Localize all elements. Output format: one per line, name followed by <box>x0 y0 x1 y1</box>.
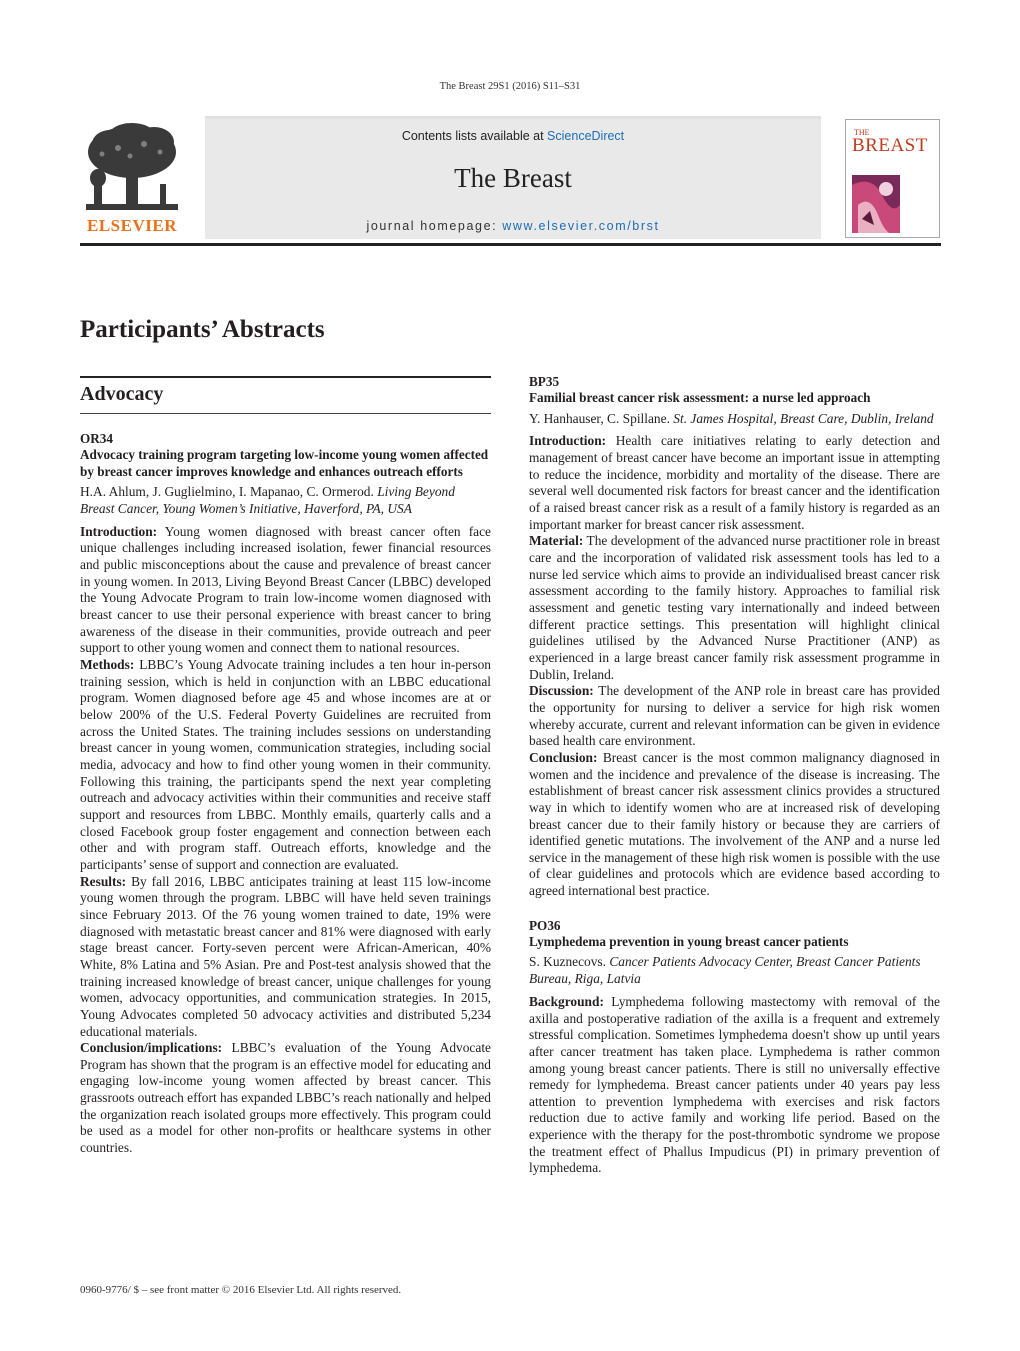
abstract-spacer <box>529 900 940 917</box>
right-column <box>529 373 940 1177</box>
journal-info-box <box>205 116 821 239</box>
abstract-or34 <box>80 430 491 1157</box>
homepage-line <box>205 219 821 233</box>
cover-title-big: BREAST <box>852 135 928 156</box>
author-affiliation: Living Beyond Breast Cancer, Young Women’s Initiative, Haverford, PA, USA <box>80 484 455 517</box>
abstract-paragraph <box>529 683 940 750</box>
homepage-link[interactable]: www.elsevier.com/brst <box>502 219 660 233</box>
abstract-body <box>80 524 491 1157</box>
abstract-paragraph <box>80 1040 491 1157</box>
paragraph-heading: Material: <box>529 533 584 549</box>
section-rule-top <box>80 376 491 378</box>
abstract-paragraph <box>529 533 940 683</box>
paragraph-text: LBBC’s Young Advocate training includes a ten hour in-person training session, which is held in conjunction with an LBBC educational program. Women diagnosed before age 45 and whose incomes are at or below 200% of the U.S. Federal Poverty Guidelines are recruited from across the United States. The training includes sessions on understanding breast cancer in young women, communication strategies, including social media, advocacy and how to find other young women in their community. Following this training, the participants spend the next year completing outreach and advocacy activities within their communities and receive staff support and resources from LBBC. Monthly emails, quarterly calls and a closed Facebook group foster engagement and connection between each other and with program staff. Outreach efforts, knowledge and the participants’ sense of support and connection are evaluated. <box>80 657 491 872</box>
journal-title: The Breast <box>454 163 572 193</box>
tree-icon <box>80 122 184 218</box>
journal-cover <box>845 119 940 238</box>
paragraph-heading: Background: <box>529 993 604 1009</box>
author-names: Y. Hanhauser, C. Spillane. <box>529 410 670 426</box>
paragraph-heading: Conclusion: <box>529 749 598 765</box>
abstract-authors <box>80 484 491 517</box>
paragraph-text: LBBC’s evaluation of the Young Advocate Program has shown that the program is an effective model for educating and engaging low-income young women affected by breast cancer. This grassroots outreach effort has expanded LBBC’s reach nationally and helped the organization reach isolated groups more effectively. This program could be used as a model for other non-profits or healthcare systems in other countries. <box>80 1040 491 1156</box>
journal-citation: The Breast 29S1 (2016) S11–S31 <box>439 81 581 92</box>
contents-prefix: Contents lists available at <box>401 129 548 143</box>
abstract-code: OR34 <box>80 431 113 446</box>
sciencedirect-link[interactable]: ScienceDirect <box>547 129 625 143</box>
abstract-po36 <box>529 917 940 1177</box>
paragraph-text: The development of the ANP role in breast care has provided the opportunity for nursing to deliver a service for high risk women whereby accurate, current and relevant information can be given in evidence based health care environment. <box>529 683 940 749</box>
contents-line <box>205 129 821 143</box>
publisher-name: ELSEVIER <box>87 216 177 235</box>
author-names: H.A. Ahlum, J. Guglielmino, I. Mapanao, C. Ormerod. <box>80 484 374 500</box>
paragraph-heading: Results: <box>80 873 127 889</box>
paragraph-text: The development of the advanced nurse practitioner role in breast care and the incorporation of validated risk assessment tools has led to a nurse led service which aims to provide an individualised breast cancer risk assessment according to the family history. Approaches to familial risk assessment and genetic testing vary internationally and indeed between different practice settings. This presentation will highlight clinical guidelines utilised by the Advanced Nurse Practitioner (ANP) as experienced in a large breast cancer family risk assessment programme in Dublin, Ireland. <box>529 533 941 682</box>
abstract-paragraph <box>80 524 491 657</box>
abstract-bp35 <box>529 373 940 900</box>
abstract-code: PO36 <box>529 917 561 933</box>
cover-title-small: THE <box>854 128 870 137</box>
author-affiliation: St. James Hospital, Breast Care, Dublin, Ireland <box>673 410 934 426</box>
abstract-body <box>529 433 940 899</box>
left-column <box>80 376 491 1157</box>
paragraph-heading: Introduction: <box>529 433 607 449</box>
section-rule-bottom <box>80 413 491 414</box>
paragraph-heading: Conclusion/implications: <box>80 1040 223 1056</box>
abstract-title: Lymphedema prevention in young breast cancer patients <box>529 933 849 949</box>
paragraph-heading: Introduction: <box>80 523 158 539</box>
paragraph-heading: Methods: <box>80 657 135 673</box>
cover-artwork-icon <box>852 175 900 233</box>
abstract-title: Familial breast cancer risk assessment: a nurse led approach <box>529 390 871 405</box>
abstract-paragraph <box>529 994 940 1177</box>
abstract-paragraph <box>80 874 491 1041</box>
abstract-paragraph <box>529 433 940 533</box>
paragraph-text: By fall 2016, LBBC anticipates training at least 115 low-income young women through the program. LBBC will have held seven trainings since February 2013. Of the 76 young women trained to date, 19% were diagnosed with metastatic breast cancer and 81% were diagnosed with early stage breast cancer. Forty-seven percent were African-American, 40% White, 8% Latina and 5% Asian. Pre and Post-test analysis showed that the training increased knowledge of breast cancer, unique challenges for young women, advocacy opportunities, and communication strategies. In 2015, Young Advocates completed 50 advocacy activities and distributed 5,234 educational materials. <box>80 873 491 1039</box>
paragraph-text: Young women diagnosed with breast cancer often face unique challenges including increased isolation, fewer financial resources and public misconceptions about the cause and prevalence of breast cancer in young women. In 2013, Living Beyond Breast Cancer (LBBC) developed the Young Advocate Program to train low-income women diagnosed with breast cancer to use their personal experience with breast cancer to bring awareness of the disease in their communities, provide outreach and peer support to other young women and connect them to national resources. <box>80 523 491 656</box>
page-heading: Participants’ Abstracts <box>80 316 325 343</box>
elsevier-logo <box>80 122 184 244</box>
paragraph-heading: Discussion: <box>529 683 594 699</box>
paragraph-text: Breast cancer is the most common malignancy diagnosed in women and the incidence and prevalence of the disease is increasing. The establishment of breast cancer risk assessment clinics provides a structured way in which to identify women who are at increased risk of developing breast cancer due to their family history or because they are carriers of identified genetic mutations. The involvement of the ANP and a nurse led service in the management of these high risk women is possible with the use of clear guidelines and protocols which are evidence based according to agreed international best practice. <box>529 749 940 899</box>
author-names: S. Kuznecovs. <box>529 954 606 970</box>
journal-masthead <box>80 116 941 252</box>
paragraph-text: Health care initiatives relating to early detection and management of breast cancer have become an important issue in attempting to reduce the incidence, morbidity and mortality of the disease. There are several well documented risk factors for breast cancer and the identification of a raised breast cancer risk as a result of a family history is regarded as an important marker for breast cancer risk assessment. <box>529 433 940 532</box>
author-affiliation: Cancer Patients Advocacy Center, Breast Cancer Patients Bureau, Riga, Latvia <box>529 954 921 987</box>
abstract-code: BP35 <box>529 374 560 389</box>
abstract-title: Advocacy training program targeting low-income young women affected by breast cancer improves knowledge and enhances outreach efforts <box>80 447 489 479</box>
abstract-paragraph <box>529 750 940 900</box>
copyright-footer: 0960-9776/ $ – see front matter © 2016 Elsevier Ltd. All rights reserved. <box>80 1284 402 1296</box>
paragraph-text: Lymphedema following mastectomy with removal of the axilla and postoperative radiation of the axilla is a frequent and extremely stressful complication. Sometimes lymphedema doesn't show up until years after cancer treatment has taken place. Lymphedema is rather common among young breast cancer patients. There is still no universally effective remedy for lymphedema. Breast cancer patients under 40 years pay less attention to prevention lymphedema with exercises and risk factors reduction due to active family and working life period. Based on the experience with the therapy for the post-thrombotic syndrome we propose the treatment effect of Phallus Impudicus (PI) in primary prevention of lymphedema. <box>529 993 940 1176</box>
abstract-paragraph <box>80 657 491 874</box>
abstract-authors <box>529 954 940 987</box>
masthead-rule <box>80 243 941 246</box>
abstract-authors <box>529 411 940 428</box>
abstract-body <box>529 994 940 1177</box>
homepage-prefix: journal homepage: <box>366 219 503 233</box>
section-title: Advocacy <box>80 383 164 405</box>
